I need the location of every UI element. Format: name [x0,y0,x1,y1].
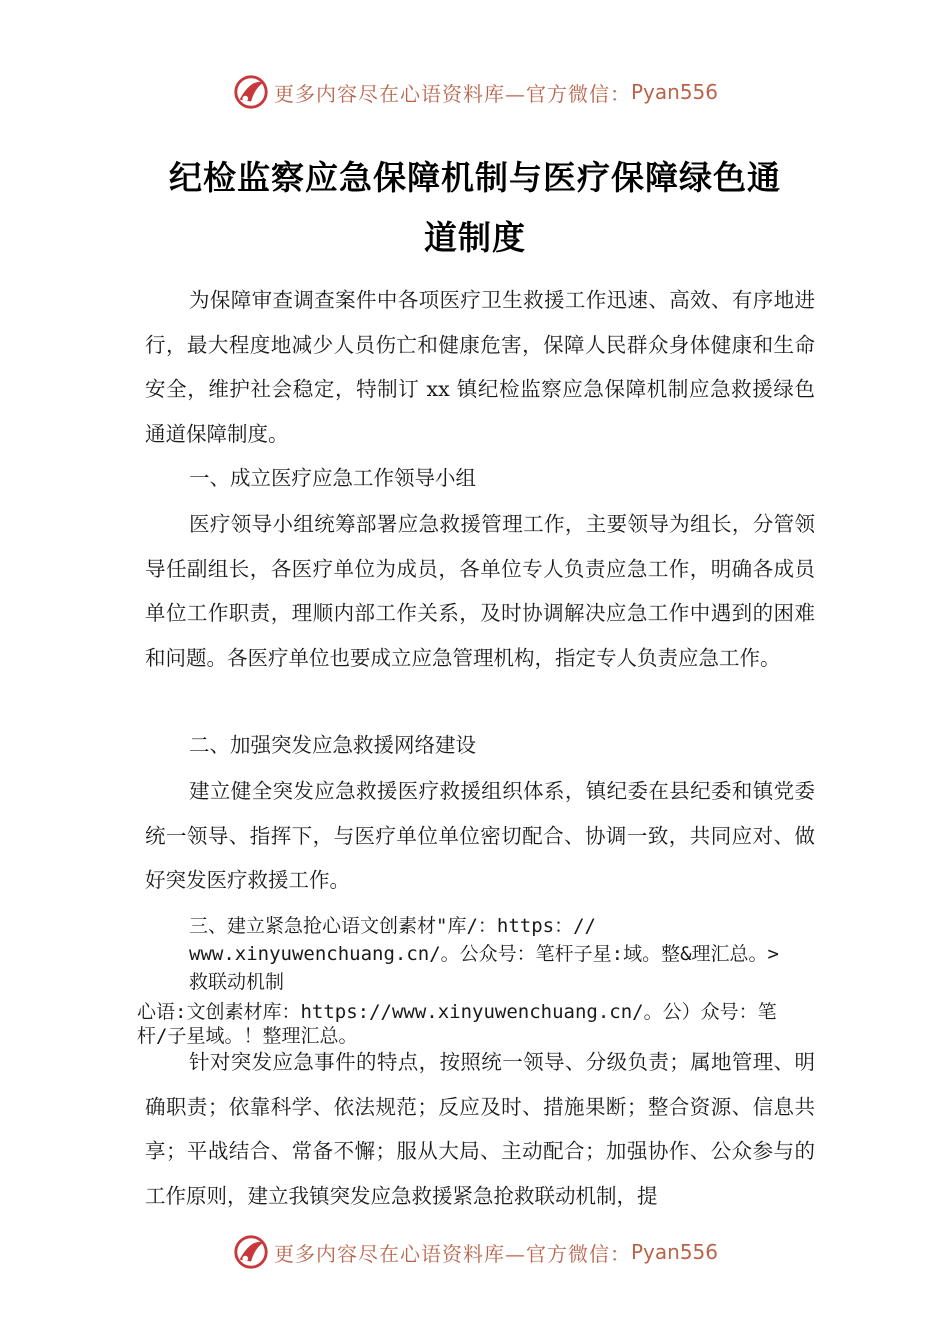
section1-paragraph: 医疗领导小组统筹部署应急救援管理工作，主要领导为组长，分管领导任副组长，各医疗单位为成员，各单位专人负责应急工作，明确各成员单位工作职责，理顺内部工作关系，及时协调解决应急工作中遇到的困难和问题。各医疗单位也要成立应急管理机构，指定专人负责应急工作。 [145,512,815,670]
intro-paragraph: 为保障审查调查案件中各项医疗卫生救援工作迅速、高效、有序地进行，最大程度地减少人员伤亡和健康危害，保障人民群众身体健康和生命安全，维护社会稳定，特制订 xx 镇纪检监察应急保障机制应急救援绿色通道保障制度。 [145,288,815,446]
title-line-2: 道制度 [424,218,526,257]
section3-paragraph: 针对突发应急事件的特点，按照统一领导、分级负责；属地管理、明确职责；依靠科学、依法规范；反应及时、措施果断；整合资源、信息共享；平战结合、常备不懈；服从大局、主动配合；加强协作、公众参与的工作原则，建立我镇突发应急救援紧急抢救联动机制，提 [145,1050,815,1208]
section3-heading-line2: www.xinyuwenchuang.cn/。公众号：笔杆子星:域。整&理汇总。> [189,943,779,965]
section2-paragraph: 建立健全突发应急救援医疗救援组织体系，镇纪委在县纪委和镇党委统一领导、指挥下，与医疗单位单位密切配合、协调一致，共同应对、做好突发医疗救援工作。 [145,779,815,892]
section2-heading: 二、加强突发应急救援网络建设 [189,733,476,757]
section1-heading: 一、成立医疗应急工作领导小组 [189,466,476,490]
brand-logo-icon [232,1233,270,1271]
document-title [130,148,820,268]
brand-logo-icon [232,73,270,111]
title-line-1: 纪检监察应急保障机制与医疗保障绿色通 [169,158,781,197]
banner-text: 更多内容尽在心语资料库—官方微信： [273,81,631,106]
banner-text: 更多内容尽在心语资料库—官方微信： [273,1241,631,1266]
banner-wechat-id: Pyan556 [630,1240,718,1264]
footer-banner [0,1232,950,1272]
banner-wechat-id: Pyan556 [630,80,718,104]
header-banner [0,72,950,112]
section3-heading-line3: 救联动机制 [189,971,285,993]
section3-heading-line1: 三、建立紧急抢心语文创素材"库/：https：// [189,915,596,937]
watermark-line-2: 杆/子星域。！整理汇总。 [137,1025,358,1047]
watermark-line-1: 心语:文创素材库：https://www.xinyuwenchuang.cn/。公）众号：笔 [137,1001,777,1023]
